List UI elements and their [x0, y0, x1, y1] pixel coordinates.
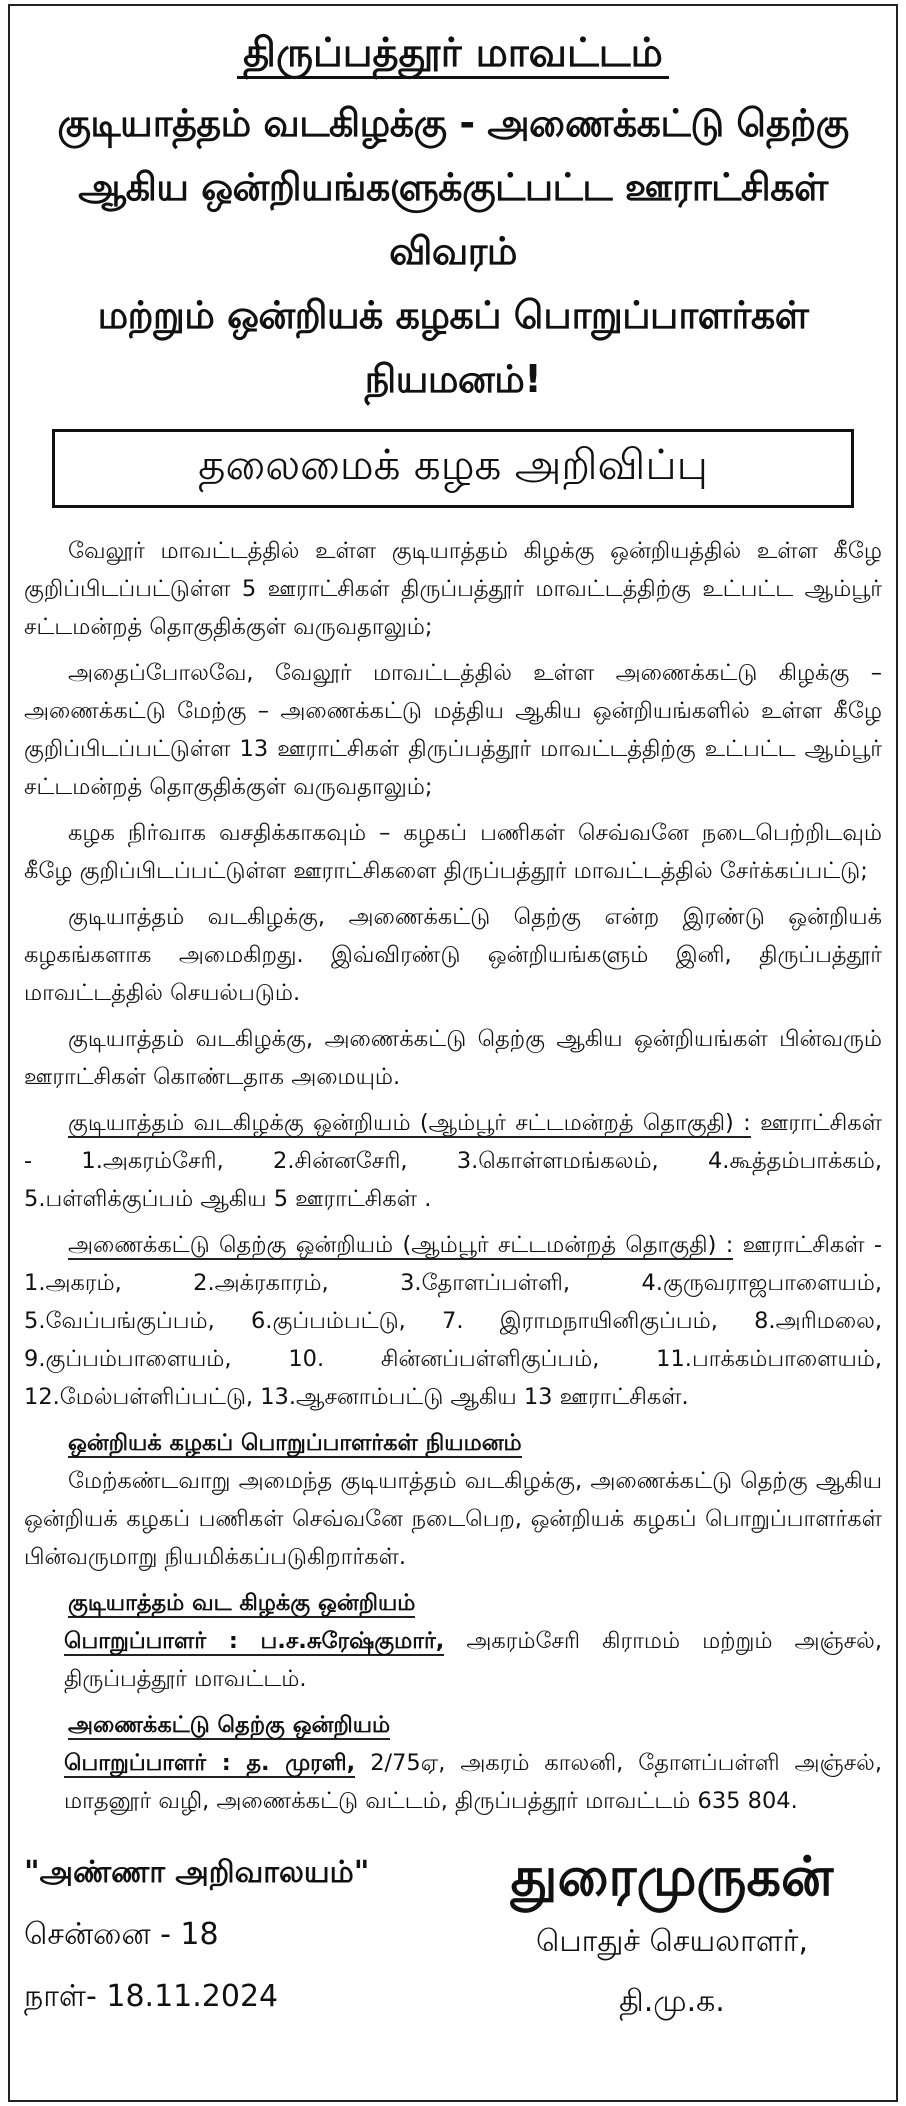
responsible-1-address: அகரம்சேரி கிராமம் மற்றும் அஞ்சல், திருப்பத்தூர் மாவட்டம். [64, 1628, 882, 1692]
responsible-2-heading: அணைக்கட்டு தெற்கு ஒன்றியம் [68, 1712, 391, 1738]
office-name: "அண்ணா அறிவாலயம்" [24, 1855, 370, 1890]
headline-line-1: குடியாத்தம் வடகிழக்கு - அணைக்கட்டு தெற்கு [57, 101, 849, 145]
footer-left [24, 1842, 444, 2028]
paragraph-3: கழக நிர்வாக வசதிக்காகவும் – கழகப் பணிகள் செவ்வனே நடைபெற்றிடவும் கீழே குறிப்பிடப்பட்டுள்ள ஊராட்சிகளை திருப்பத்தூர் மாவட்டத்தில் சேர்க்கப்பட்டு; [24, 820, 882, 884]
responsible-1-heading: குடியாத்தம் வட கிழக்கு ஒன்றியம் [68, 1590, 416, 1616]
headline-line-2: ஆகிய ஒன்றியங்களுக்குட்பட்ட ஊராட்சிகள் விவரம் [78, 165, 828, 273]
responsible-2-address: 2/75ஏ, அகரம் காலனி, தோளப்பள்ளி அஞ்சல், மாதனூர் வழி, அணைக்கட்டு வட்டம், திருப்பத்தூர் மாவட்டம் 635 804. [64, 1750, 882, 1814]
union-2-villages: ஊராட்சிகள் - 1.அகரம், 2.அக்ரகாரம், 3.தோளப்பள்ளி, 4.குருவராஜபாளையம், 5.வேப்பங்குப்பம், 6.குப்பம்பட்டு, 7. இராமநாயினிகுப்பம், 8.அரிமலை, 9.குப்பம்பாளையம், 10. சின்னப்பள்ளிகுப்பம், 11.பாக்கம்பாளையம், 12.மேல்பள்ளிப்பட்டு, 13.ஆசனாம்பட்டு ஆகிய 13 ஊராட்சிகள். [24, 1232, 882, 1410]
union-1-villages: ஊராட்சிகள் - 1.அகரம்சேரி, 2.சின்னசேரி, 3.கொள்ளமங்கலம், 4.கூத்தம்பாக்கம், 5.பள்ளிக்குப்பம் ஆகிய 5 ஊராட்சிகள் . [24, 1110, 882, 1212]
designation: பொதுச் செயலாளர், [535, 1924, 809, 1959]
signer-name: துரைமுருகன் [510, 1845, 834, 1908]
union-1-heading: குடியாத்தம் வடகிழக்கு ஒன்றியம் (ஆம்பூர் சட்டமன்றத் தொகுதி) : [68, 1110, 751, 1136]
headline-line-3: மற்றும் ஒன்றியக் கழகப் பொறுப்பாளர்கள் நியமனம்! [97, 293, 809, 401]
city: சென்னை - 18 [24, 1917, 219, 1952]
signature-block [482, 1842, 862, 2032]
appointment-heading: ஒன்றியக் கழகப் பொறுப்பாளர்கள் நியமனம் [68, 1430, 522, 1456]
party-name: தி.மு.க. [619, 1984, 725, 2019]
date: நாள்- 18.11.2024 [24, 1979, 279, 2014]
paragraph-1: வேலூர் மாவட்டத்தில் உள்ள குடியாத்தம் கிழக்கு ஒன்றியத்தில் உள்ள கீழே குறிப்பிடப்பட்டுள்ள 5 ஊராட்சிகள் திருப்பத்தூர் மாவட்டத்திற்கு உட்பட்ட ஆம்பூர் சட்டமன்றத் தொகுதிக்குள் வருவதாலும்; [24, 538, 882, 640]
responsible-1-name: பொறுப்பாளர் : ப.ச.சுரேஷ்குமார், [64, 1628, 445, 1654]
responsible-2-name: பொறுப்பாளர் : த. முரளி, [64, 1750, 356, 1776]
paragraph-4: குடியாத்தம் வடகிழக்கு, அணைக்கட்டு தெற்கு என்ற இரண்டு ஒன்றியக் கழகங்களாக அமைகிறது. இவ்விரண்டு ஒன்றியங்களும் இனி, திருப்பத்தூர் மாவட்டத்தில் செயல்படும். [24, 904, 882, 1006]
page-border [8, 4, 898, 2102]
paragraph-5: குடியாத்தம் வடகிழக்கு, அணைக்கட்டு தெற்கு ஆகிய ஒன்றியங்கள் பின்வரும் ஊராட்சிகள் கொண்டதாக அமையும். [24, 1026, 882, 1090]
notice-banner: தலைமைக் கழக அறிவிப்பு [52, 429, 854, 508]
district-title: திருப்பத்தூர் மாவட்டம் [24, 30, 882, 81]
union-2-heading: அணைக்கட்டு தெற்கு ஒன்றியம் (ஆம்பூர் சட்டமன்றத் தொகுதி) : [68, 1232, 734, 1258]
paragraph-2: அதைப்போலவே, வேலூர் மாவட்டத்தில் உள்ள அணைக்கட்டு கிழக்கு – அணைக்கட்டு மேற்கு – அணைக்கட்டு மத்திய ஆகிய ஒன்றியங்களில் உள்ள கீழே குறிப்பிடப்பட்டுள்ள 13 ஊராட்சிகள் திருப்பத்தூர் மாவட்டத்திற்கு உட்பட்ட ஆம்பூர் சட்டமன்றத் தொகுதிக்குள் வருவதாலும்; [24, 660, 882, 800]
appointment-paragraph: மேற்கண்டவாறு அமைந்த குடியாத்தம் வடகிழக்கு, அணைக்கட்டு தெற்கு ஆகிய ஒன்றியக் கழகப் பணிகள் செவ்வனே நடைபெற, ஒன்றியக் கழகப் பொறுப்பாளர்கள் பின்வருமாறு நியமிக்கப்படுகிறார்கள். [24, 1468, 882, 1570]
